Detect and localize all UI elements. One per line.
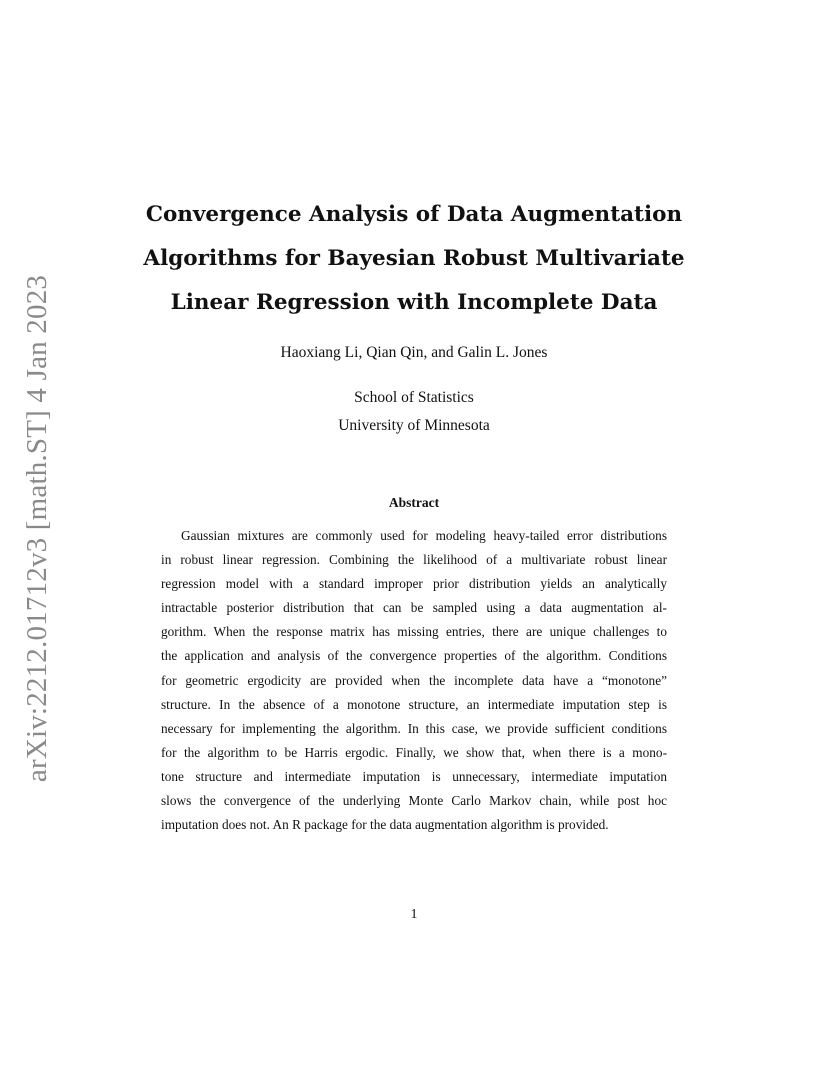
abstract-line: in robust linear regression. Combining the likelihood of a multivariate robust linear — [161, 552, 667, 568]
abstract-line: Gaussian mixtures are commonly used for modeling heavy-tailed error distributions — [181, 528, 667, 543]
abstract-body — [161, 524, 667, 837]
title-line: Algorithms for Bayesian Robust Multivariate — [143, 246, 685, 271]
abstract-line: intractable posterior distribution that can be sampled using a data augmentation al- — [161, 600, 667, 616]
abstract-line: regression model with a standard improper prior distribution yields an analytically — [161, 576, 667, 592]
affiliation-department: School of Statistics — [354, 389, 474, 406]
abstract-line: necessary for implementing the algorithm. In this case, we provide sufficient conditions — [161, 720, 667, 736]
abstract-line: tone structure and intermediate imputation is unnecessary, intermediate imputation — [161, 768, 667, 784]
arxiv-identifier-text: arXiv:2212.01712v3 [math.ST] 4 Jan 2023 — [21, 274, 54, 782]
paper-title — [120, 193, 708, 325]
abstract-line: for the algorithm to be Harris ergodic. Finally, we show that, when there is a mono- — [161, 744, 667, 760]
affiliation — [120, 384, 708, 440]
arxiv-identifier-stamp — [8, 274, 68, 782]
abstract-line: for geometric ergodicity are provided when the incomplete data have a “monotone” — [161, 672, 667, 688]
abstract-line: structure. In the absence of a monotone structure, an intermediate imputation step is — [161, 696, 667, 712]
title-line: Convergence Analysis of Data Augmentation — [145, 202, 683, 227]
page-number: 1 — [410, 907, 418, 922]
affiliation-university: University of Minnesota — [338, 417, 490, 434]
abstract-line: gorithm. When the response matrix has missing entries, there are unique challenges to — [161, 624, 667, 640]
abstract-line: imputation does not. An R package for the data augmentation algorithm is provided. — [161, 817, 609, 833]
author-list: Haoxiang Li, Qian Qin, and Galin L. Jones — [280, 344, 548, 361]
abstract-heading: Abstract — [388, 495, 440, 510]
title-line: Linear Regression with Incomplete Data — [170, 290, 658, 315]
abstract-line: the application and analysis of the convergence properties of the algorithm. Conditions — [161, 648, 667, 664]
abstract-line: slows the convergence of the underlying Monte Carlo Markov chain, while post hoc — [161, 793, 667, 809]
